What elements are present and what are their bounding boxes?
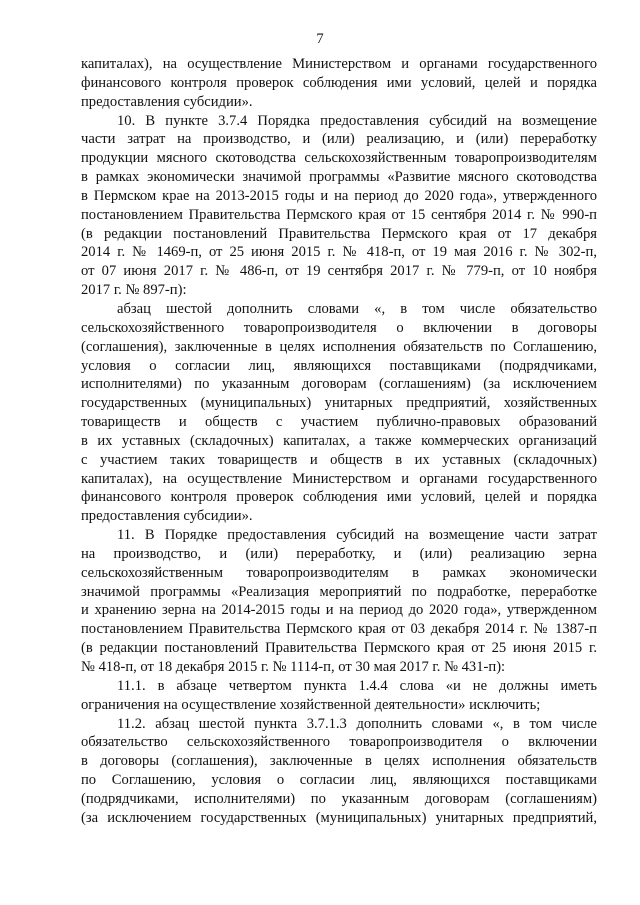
text-line: продукции мясного скотоводства сельскохозяйственным товаропроизводителям — [81, 150, 597, 167]
text-line: 11.2. абзац шестой пункта 3.7.1.3 дополнить словами «, в том числе — [117, 715, 597, 732]
text-line: от 07 июня 2017 г. № 486-п, от 19 сентября 2017 г. № 779-п, от 10 ноября — [81, 263, 597, 280]
text-line: по Соглашению, условия о согласии лиц, являющихся поставщиками — [81, 772, 597, 789]
text-line: (подрядчиками, исполнителями) по указанным договорам (соглашениям) — [81, 790, 597, 807]
page-number: 7 — [316, 31, 324, 47]
text-line: предоставления субсидии». — [81, 508, 253, 525]
text-line: капиталах), на осуществление Министерством и органами государственного — [81, 470, 597, 487]
text-line: (в редакции постановлений Правительства Пермского края от 25 июня 2015 г. — [81, 640, 597, 657]
text-line: условия о согласии лиц, являющихся поставщиками (подрядчиками, — [81, 357, 597, 374]
text-line: в договоры (соглашения), заключенные в целях исполнения обязательств — [81, 753, 597, 770]
text-line: 11.1. в абзаце четвертом пункта 1.4.4 слова «и не должны иметь — [117, 677, 597, 694]
text-line: (за исключением государственных (муниципальных) унитарных предприятий, — [81, 809, 597, 826]
text-line: части затрат на производство, и (или) реализацию, и (или) переработку — [81, 131, 597, 148]
text-line: обязательство сельскохозяйственного товаропроизводителя о включении — [81, 734, 597, 751]
text-line: в их уставных (складочных) капиталах, а также коммерческих организаций — [81, 432, 597, 449]
text-line: капиталах), на осуществление Министерством и органами государственного — [81, 56, 597, 72]
text-line: постановлением Правительства Пермского края от 15 сентября 2014 г. № 990-п — [81, 206, 597, 223]
text-line: в рамках экономически значимой программы «Развитие мясного скотоводства — [81, 169, 597, 186]
text-line: и хранению зерна на 2014-2015 годы и на период до 2020 года», утвержденном — [81, 602, 597, 619]
text-line: 11. В Порядке предоставления субсидий на возмещение части затрат — [117, 527, 597, 544]
text-line: предоставления субсидии». — [81, 93, 253, 110]
text-line: 10. В пункте 3.7.4 Порядка предоставления субсидий на возмещение — [117, 112, 597, 129]
text-line: государственных (муниципальных) унитарных предприятий, хозяйственных — [81, 395, 597, 412]
text-line: финансового контроля проверок соблюдения ими условий, целей и порядка — [81, 489, 597, 506]
text-line: 2014 г. № 1469-п, от 25 июня 2015 г. № 418-п, от 19 мая 2016 г. № 302-п, — [81, 244, 597, 261]
text-line: абзац шестой дополнить словами «, в том числе обязательство — [117, 300, 597, 317]
text-line: финансового контроля проверок соблюдения ими условий, целей и порядка — [81, 74, 597, 91]
text-line: ограничения на осуществление хозяйственной деятельности» исключить; — [81, 696, 541, 713]
text-line: значимой программы «Реализация мероприятий по подработке, переработке — [81, 583, 597, 600]
text-line: сельскохозяйственным товаропроизводителям в рамках экономически — [81, 564, 597, 581]
text-line: (соглашения), заключенные в целях исполнения обязательств по Соглашению, — [81, 338, 597, 355]
text-line: товариществ и обществ с участием публично-правовых образований — [81, 414, 597, 431]
text-line: на производство, и (или) переработку, и (или) реализацию зерна — [81, 545, 597, 562]
text-line: 2017 г. № 897-п): — [81, 282, 187, 299]
text-line: сельскохозяйственного товаропроизводителя о включении в договоры — [81, 319, 597, 336]
text-line: постановлением Правительства Пермского края от 03 декабря 2014 г. № 1387-п — [81, 621, 597, 638]
text-line: с участием таких товариществ и обществ в их уставных (складочных) — [81, 451, 597, 468]
text-line: исполнителями) по указанным договорам (соглашениям) (за исключением — [81, 376, 597, 393]
text-line: № 418-п, от 18 декабря 2015 г. № 1114-п, от 30 мая 2017 г. № 431-п): — [81, 659, 506, 675]
body-text — [81, 55, 597, 828]
text-line: (в редакции постановлений Правительства Пермского края от 17 декабря — [81, 225, 597, 242]
text-line: в Пермском крае на 2013-2015 годы и на период до 2020 года», утвержденного — [81, 187, 597, 204]
